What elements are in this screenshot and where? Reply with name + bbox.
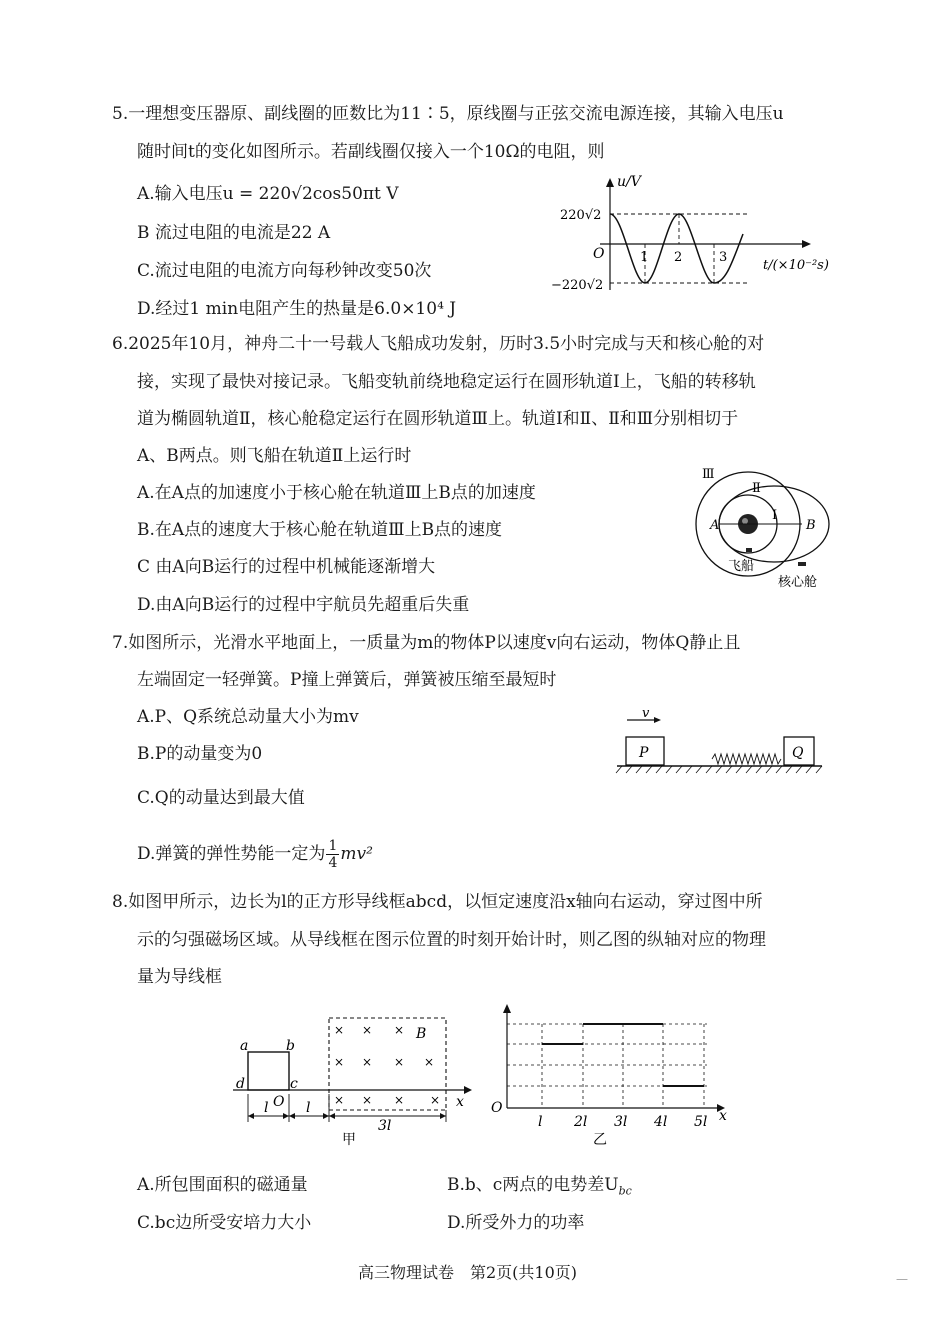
- q5-voltage-graph: [545, 172, 835, 302]
- q6-line-4: A、B两点。则飞船在轨道Ⅱ上运行时: [137, 446, 412, 466]
- q7-option-b: B.P的动量变为0: [137, 744, 263, 764]
- point-b-label: B: [806, 518, 816, 533]
- corner-c: c: [290, 1076, 298, 1092]
- tick-2l: 2l: [574, 1114, 588, 1130]
- svg-text:×: ×: [394, 1093, 405, 1107]
- y-max-label: 220√2: [560, 208, 602, 223]
- block-p-label: P: [639, 745, 649, 761]
- tick-4l: 4l: [654, 1114, 668, 1130]
- corner-d: d: [236, 1076, 245, 1092]
- svg-text:×: ×: [430, 1093, 441, 1107]
- wire-frame: [248, 1052, 289, 1090]
- origin-label: O: [491, 1100, 503, 1116]
- orbit-2-label: Ⅱ: [752, 481, 761, 496]
- tick-1: 1: [640, 250, 649, 265]
- corner-a: a: [240, 1038, 249, 1054]
- q7-option-c: C.Q的动量达到最大值: [137, 788, 305, 808]
- q8-option-a: A.所包围面积的磁通量: [137, 1175, 308, 1195]
- tick-3l: 3l: [614, 1114, 628, 1130]
- q5-option-b: B 流过电阻的电流是22 A: [137, 223, 331, 243]
- x-axis-arrow: [802, 240, 811, 248]
- q8-option-c: C.bc边所受安培力大小: [137, 1213, 312, 1233]
- fraction-denominator: 4: [328, 855, 338, 871]
- point-a-label: A: [710, 518, 720, 533]
- ship-icon: [746, 548, 752, 552]
- q8-line-3: 量为导线框: [137, 967, 222, 987]
- voltage-curve: [610, 214, 743, 283]
- svg-text:×: ×: [334, 1055, 345, 1069]
- q6-option-a: A.在A点的加速度小于核心舱在轨道Ⅲ上B点的加速度: [137, 483, 536, 503]
- caption-yi: 乙: [593, 1132, 607, 1148]
- q6-line-1: 6.2025年10月，神舟二十一号载人飞船成功发射，历时3.5小时完成与天和核心舱的对: [112, 334, 765, 354]
- station-icon: [798, 562, 806, 566]
- svg-text:×: ×: [394, 1055, 405, 1069]
- dim-3l: 3l: [378, 1118, 392, 1134]
- q8-option-b-text: B.b、c两点的电势差U: [447, 1175, 619, 1195]
- q8-option-b: [447, 1173, 632, 1203]
- origin-label: O: [593, 246, 605, 262]
- tick-3: 3: [719, 250, 728, 265]
- q7-line-2: 左端固定一轻弹簧。P撞上弹簧后，弹簧被压缩至最短时: [137, 670, 557, 690]
- svg-text:×: ×: [362, 1055, 373, 1069]
- q7-option-d-text: D.弹簧的弹性势能一定为: [137, 844, 326, 864]
- svg-text:×: ×: [394, 1023, 405, 1037]
- q6-option-b: B.在A点的速度大于核心舱在轨道Ⅲ上B点的速度: [137, 520, 503, 540]
- orbit-3-label: Ⅲ: [702, 467, 715, 482]
- corner-b: b: [286, 1038, 295, 1054]
- fraction-tail: mv²: [340, 844, 373, 864]
- page-footer: 高三物理试卷 第2页(共10页): [357, 1263, 578, 1282]
- q8-line-2: 示的匀强磁场区域。从导线框在图示位置的时刻开始计时，则乙图的纵轴对应的物理: [137, 930, 766, 950]
- dim-l-1: l: [264, 1100, 269, 1116]
- q7-spring-diagram: [612, 708, 827, 778]
- fraction-numerator: 1: [328, 838, 338, 854]
- x-label: x: [456, 1094, 464, 1110]
- q8-option-b-subscript: bc: [618, 1184, 632, 1198]
- q6-orbit-diagram: [690, 462, 840, 592]
- tick-5l: 5l: [694, 1114, 708, 1130]
- svg-text:×: ×: [334, 1023, 345, 1037]
- y-axis-label: u/V: [617, 174, 641, 190]
- ground-hatch: [616, 766, 822, 773]
- caption-jia: 甲: [342, 1132, 356, 1148]
- dim-l-2: l: [306, 1100, 311, 1116]
- q5-option-d: D.经过1 min电阻产生的热量是6.0×10⁴ J: [137, 299, 457, 319]
- y-axis-arrow: [606, 178, 614, 187]
- tick-l: l: [538, 1114, 543, 1130]
- q8-figure-jia: [228, 1010, 478, 1150]
- q6-line-3: 道为椭圆轨道Ⅱ，核心舱稳定运行在圆形轨道Ⅲ上。轨道Ⅰ和Ⅱ、Ⅱ和Ⅲ分别相切于: [137, 409, 739, 429]
- q5-line-1: 5.一理想变压器原、副线圈的匝数比为11∶5，原线圈与正弦交流电源连接，其输入电压u: [112, 104, 784, 124]
- q7-option-d: [137, 838, 373, 871]
- q8-figure-yi: [485, 1002, 735, 1150]
- x-axis-label: t/(×10⁻²s): [763, 258, 829, 273]
- grid: [507, 1024, 707, 1108]
- velocity-label: v: [642, 708, 650, 721]
- svg-text:×: ×: [362, 1093, 373, 1107]
- orbit-1-label: Ⅰ: [772, 508, 778, 523]
- field-label: B: [416, 1026, 427, 1042]
- x-label: x: [719, 1108, 727, 1124]
- q7-fraction: [326, 838, 339, 871]
- q8-line-1: 8.如图甲所示，边长为l的正方形导线框abcd，以恒定速度沿x轴向右运动，穿过图中所: [112, 892, 763, 912]
- q6-line-2: 接，实现了最快对接记录。飞船变轨前绕地稳定运行在圆形轨道Ⅰ上，飞船的转移轨: [137, 372, 756, 392]
- block-q-label: Q: [792, 745, 804, 761]
- tick-2: 2: [674, 250, 683, 265]
- q5-option-a: A.输入电压u = 220√2cos50πt V: [137, 184, 399, 204]
- q5-option-c: C.流过电阻的电流方向每秒钟改变50次: [137, 261, 432, 281]
- svg-text:×: ×: [334, 1093, 345, 1107]
- q7-option-a: A.P、Q系统总动量大小为mv: [137, 707, 359, 727]
- q7-line-1: 7.如图所示，光滑水平地面上，一质量为m的物体P以速度v向右运动，物体Q静止且: [112, 633, 741, 653]
- q6-option-c: C 由A向B运行的过程中机械能逐渐增大: [137, 557, 436, 577]
- origin-label: O: [273, 1094, 285, 1110]
- corner-mark: —: [896, 1272, 908, 1286]
- q8-option-d: D.所受外力的功率: [447, 1213, 585, 1233]
- q6-option-d: D.由A向B运行的过程中宇航员先超重后失重: [137, 595, 470, 615]
- y-min-label: −220√2: [551, 278, 604, 293]
- svg-text:×: ×: [424, 1055, 435, 1069]
- svg-text:×: ×: [362, 1023, 373, 1037]
- q5-line-2: 随时间t的变化如图所示。若副线圈仅接入一个10Ω的电阻，则: [137, 142, 605, 162]
- station-label: 核心舱: [778, 575, 818, 590]
- spring: [712, 754, 781, 764]
- ship-label: 飞船: [728, 559, 755, 574]
